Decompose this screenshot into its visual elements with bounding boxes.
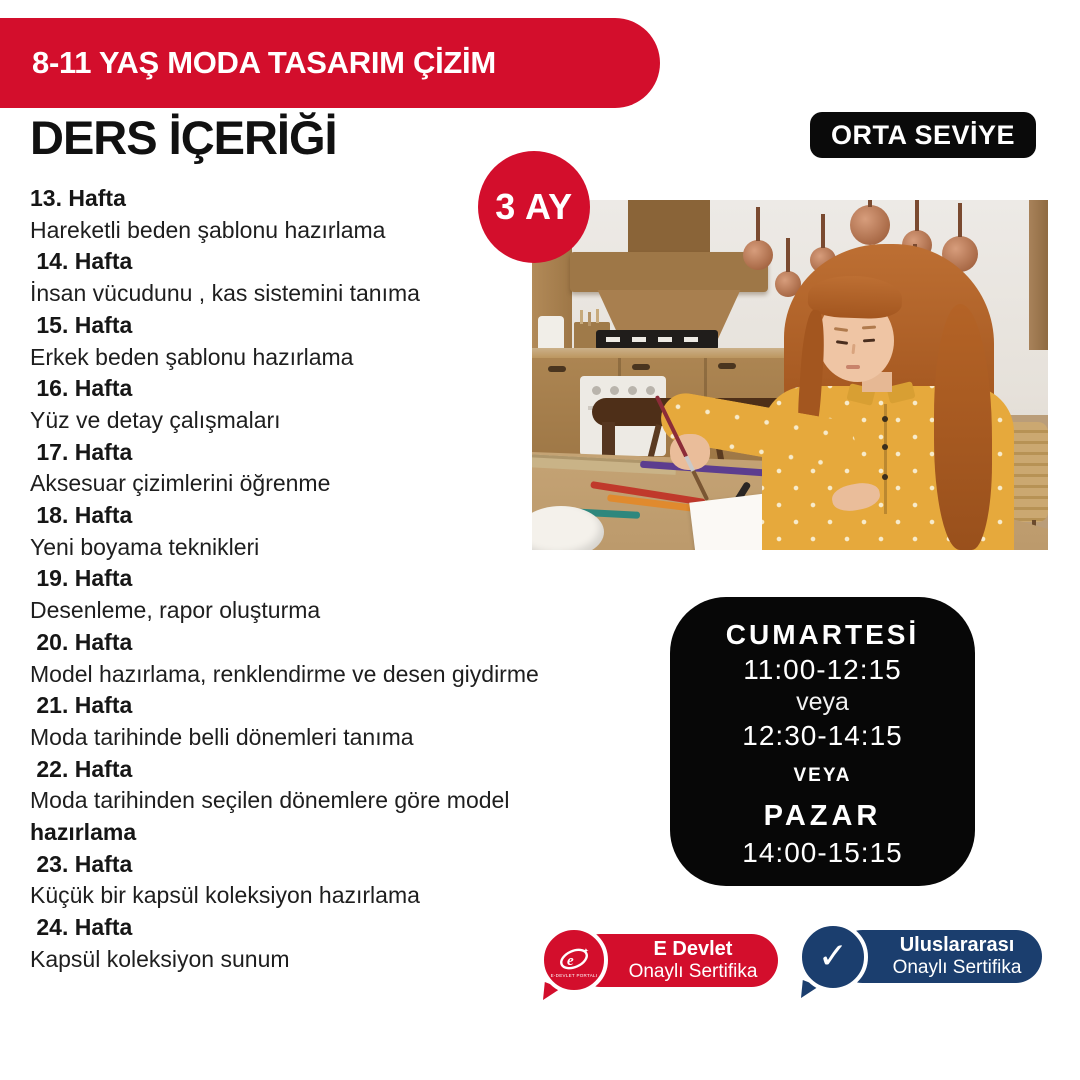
syllabus-line: 16. Hafta [30,375,133,402]
checkmark-icon: ✓ [817,935,849,976]
syllabus-list [30,183,590,976]
syllabus-line: Model hazırlama, renklendirme ve desen giydirme [30,660,539,687]
syllabus-line: 21. Hafta [30,692,133,719]
syllabus-line: 20. Hafta [30,628,133,655]
photo-jar [538,316,564,352]
international-badge-subtitle: Onaylı Sertifika [892,957,1022,978]
photo-drawer-handle [548,366,566,372]
edevlet-badge-subtitle: Onaylı Sertifika [628,961,758,982]
syllabus-line: 24. Hafta [30,914,133,941]
photo-range-hood [628,200,710,258]
schedule-time-2: 12:30-14:15 [742,719,903,751]
svg-text:✦: ✦ [583,948,589,955]
page-title: DERS İÇERİĞİ [30,111,337,164]
level-badge [810,112,1036,158]
syllabus-line: 23. Hafta [30,850,133,877]
course-banner [0,18,660,108]
photo-cooktop [596,330,718,350]
course-photo [532,200,1048,550]
syllabus-line: Kapsül koleksiyon sunum [30,945,290,972]
syllabus-line: Hareketli beden şablonu hazırlama [30,216,386,243]
copper-pan-icon [743,240,773,270]
syllabus-line: 22. Hafta [30,755,133,782]
international-badge-title: Uluslararası [899,934,1015,956]
schedule-or-lower: veya [796,687,849,716]
photo-shirt-button [882,444,888,450]
schedule-day-saturday: CUMARTESİ [725,618,920,650]
syllabus-line: Moda tarihinde belli dönemleri tanıma [30,723,414,750]
international-certificate-badge [798,922,1044,994]
schedule-box [670,597,975,886]
syllabus-line: Moda tarihinden seçilen dönemlere göre model [30,787,510,814]
duration-badge-label: 3 AY [495,186,573,227]
level-badge-label: ORTA SEVİYE [830,119,1016,150]
syllabus-line: 15. Hafta [30,311,133,338]
photo-drawer-handle [632,364,650,370]
checkmark-circle [798,922,868,992]
edevlet-certificate-badge [540,926,780,998]
schedule-day-sunday: PAZAR [763,799,882,832]
edevlet-e-icon [555,946,593,972]
svg-text:e: e [567,953,574,969]
duration-badge [478,151,590,263]
syllabus-line: İnsan vücudunu , kas sistemini tanıma [30,280,420,307]
schedule-or-upper: VEYA [793,764,852,786]
copper-pan-icon [850,205,890,245]
course-title: 8-11 YAŞ MODA TASARIM ÇİZİM [32,45,496,80]
syllabus-line: 13. Hafta [30,185,126,211]
syllabus-line: 18. Hafta [30,502,133,529]
photo-drawer-handle [718,363,736,369]
edevlet-badge-title: E Devlet [653,938,733,960]
syllabus-line: 19. Hafta [30,565,133,592]
syllabus-line: Küçük bir kapsül koleksiyon hazırlama [30,882,420,909]
photo-shirt-button [882,474,888,480]
syllabus-line: Aksesuar çizimlerini öğrenme [30,470,331,497]
syllabus-line: 14. Hafta [30,248,133,275]
syllabus-line: Yüz ve detay çalışmaları [30,406,281,433]
syllabus-line: Erkek beden şablonu hazırlama [30,343,354,370]
schedule-time-3: 14:00-15:15 [742,836,903,868]
edevlet-logo-caption: E-DEVLET PORTALI [550,973,598,978]
photo-hood-shelf [570,252,768,292]
schedule-time-1: 11:00-12:15 [743,653,902,685]
photo-girl-mouth [846,365,860,369]
edevlet-logo-icon [540,926,608,994]
syllabus-line: Yeni boyama teknikleri [30,533,260,560]
photo-shirt-button [882,416,888,422]
syllabus-line: Desenleme, rapor oluşturma [30,597,321,624]
photo-wood-beam [1029,200,1048,350]
syllabus-line: hazırlama [30,819,137,846]
syllabus-line: 17. Hafta [30,438,133,465]
